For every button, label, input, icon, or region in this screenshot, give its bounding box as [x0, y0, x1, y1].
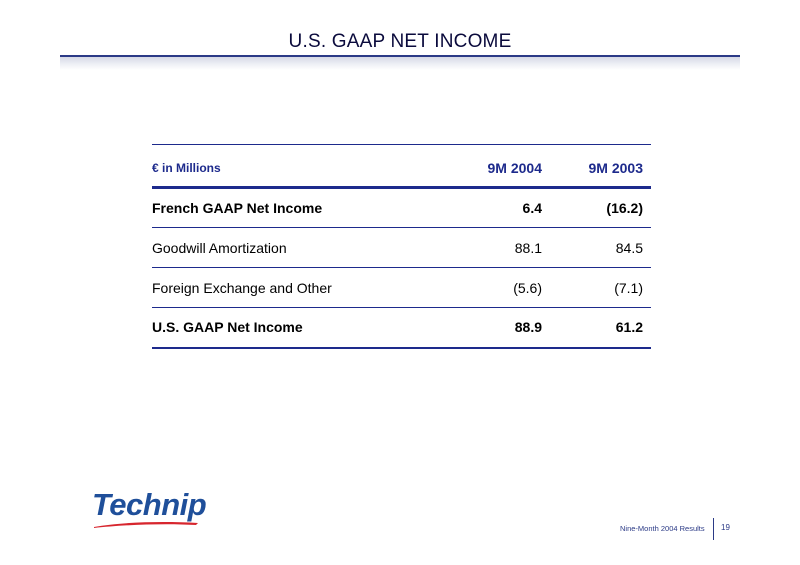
value-9m-2004: (5.6)	[397, 268, 547, 308]
value-9m-2004: 6.4	[397, 188, 547, 228]
table-row	[152, 268, 651, 308]
row-label: Goodwill Amortization	[152, 228, 397, 268]
value-9m-2003: 61.2	[547, 308, 651, 348]
table-row	[152, 188, 651, 228]
value-9m-2003: (16.2)	[547, 188, 651, 228]
header-9m-2003: 9M 2003	[547, 145, 651, 188]
technip-logo	[92, 487, 207, 529]
logo-wordmark: Technip	[92, 487, 207, 522]
header-currency-label: € in Millions	[152, 145, 397, 188]
footer-caption: Nine-Month 2004 Results	[620, 524, 705, 533]
value-9m-2003: 84.5	[547, 228, 651, 268]
table-row	[152, 228, 651, 268]
page-number: 19	[721, 523, 730, 532]
value-9m-2004: 88.9	[397, 308, 547, 348]
net-income-table	[152, 144, 651, 349]
header-9m-2004: 9M 2004	[397, 145, 547, 188]
title-shadow-band	[60, 57, 740, 70]
logo-swoosh-icon	[92, 519, 202, 529]
footer-divider	[713, 518, 714, 540]
row-label: French GAAP Net Income	[152, 188, 397, 228]
table-header-row	[152, 145, 651, 188]
value-9m-2003: (7.1)	[547, 268, 651, 308]
row-label: U.S. GAAP Net Income	[152, 308, 397, 348]
page-title: U.S. GAAP NET INCOME	[288, 31, 512, 52]
value-9m-2004: 88.1	[397, 228, 547, 268]
row-label: Foreign Exchange and Other	[152, 268, 397, 308]
table-row	[152, 308, 651, 348]
